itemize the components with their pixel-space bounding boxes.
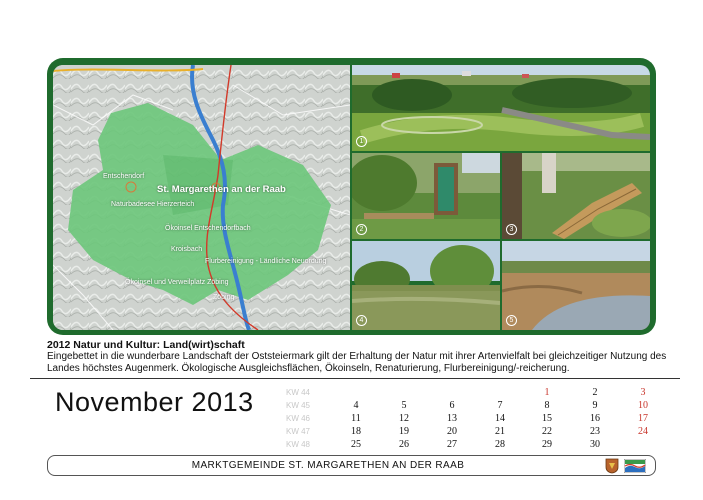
- photo-2: [352, 153, 500, 239]
- photo-1-image: [352, 65, 650, 151]
- calendar-week-number: KW 45: [286, 401, 311, 410]
- calendar-day: 9: [592, 400, 598, 411]
- calendar-week-number: KW 47: [286, 427, 311, 436]
- photo-3-number: 3: [506, 224, 517, 235]
- calendar-day: 11: [351, 413, 361, 424]
- photo-1: [352, 65, 650, 151]
- calendar-day: 10: [638, 400, 648, 411]
- map-graphic: [53, 65, 350, 330]
- map-label-town: St. Margarethen an der Raab: [157, 184, 286, 195]
- photo-4: [352, 241, 500, 330]
- calendar-day: 24: [638, 426, 648, 437]
- calendar-day: 12: [399, 413, 409, 424]
- calendar-week-number: KW 44: [286, 388, 311, 397]
- calendar-day: 1: [544, 387, 550, 398]
- calendar-day: 25: [351, 439, 361, 450]
- map-panel: [53, 65, 350, 330]
- calendar-day: 3: [640, 387, 646, 398]
- section-heading: 2012 Natur und Kultur: Land(wirt)schaft: [47, 339, 245, 351]
- map-label-entschendorf: Entschendorf: [103, 173, 145, 180]
- calendar-day: 17: [638, 413, 648, 424]
- map-label-flurbereinigung: Flurbereinigung - Ländliche Neuordung: [205, 258, 327, 265]
- map-label-oekoinsel-zoebing: Ökoinsel und Verweilplatz Zöbing: [125, 279, 229, 286]
- map-label-kroisbach: Kroisbach: [171, 246, 203, 253]
- calendar-month: November 2013: [55, 387, 254, 417]
- photo-3-image: [502, 153, 650, 239]
- footer-text: MARKTGEMEINDE ST. MARGARETHEN AN DER RAAB: [191, 460, 465, 471]
- photo-1-number: 1: [356, 136, 367, 147]
- calendar-day: 23: [590, 426, 600, 437]
- calendar-day: 5: [401, 400, 407, 411]
- calendar-week-number: KW 46: [286, 414, 311, 423]
- calendar-day: 28: [495, 439, 505, 450]
- photo-3: [502, 153, 650, 239]
- photo-4-number: 4: [356, 315, 367, 326]
- map-label-naturbad: Naturbadesee Hierzerteich: [111, 201, 195, 208]
- calendar-day: 30: [590, 439, 600, 450]
- photo-5: [502, 241, 650, 330]
- calendar-week-number: KW 48: [286, 440, 311, 449]
- calendar-day: 7: [497, 400, 503, 411]
- map-label-oekoinsel-entschendorfbach: Ökoinsel Entschendorfbach: [165, 225, 251, 232]
- calendar-day: 15: [542, 413, 552, 424]
- photo-5-number: 5: [506, 315, 517, 326]
- calendar-day: 29: [542, 439, 552, 450]
- coat-of-arms-icon: [605, 458, 619, 474]
- calendar-day: 21: [495, 426, 505, 437]
- calendar-day: 18: [351, 426, 361, 437]
- photo-4-image: [352, 241, 500, 330]
- calendar-day: 22: [542, 426, 552, 437]
- footer-bar: [47, 455, 656, 476]
- calendar-day: 16: [590, 413, 600, 424]
- calendar-day: 8: [544, 400, 550, 411]
- photo-2-image: [352, 153, 500, 239]
- calendar-day: 4: [353, 400, 359, 411]
- calendar-day: 6: [449, 400, 455, 411]
- map-label-zoebing: Zöbing: [213, 294, 235, 301]
- calendar-day: 19: [399, 426, 409, 437]
- calendar-day: 20: [447, 426, 457, 437]
- municipality-logo-icon: [624, 459, 646, 473]
- calendar-day: 13: [447, 413, 457, 424]
- divider-line: [30, 378, 680, 379]
- photo-5-image: [502, 241, 650, 330]
- section-description: Eingebettet in die wunderbare Landschaft der Oststeiermark gilt der Erhaltung der Natur mit ihrer Artenvielfalt bei gleichzeitiger Nutzung des Landes höchstes Augenmerk. Ökologische Ausgleichsflächen, Ökoinseln, Renaturierung, Flurbereinigung/-reicherung.: [47, 351, 667, 374]
- calendar-day: 27: [447, 439, 457, 450]
- calendar-day: 2: [592, 387, 598, 398]
- photo-2-number: 2: [356, 224, 367, 235]
- calendar-day: 26: [399, 439, 409, 450]
- calendar-day: 14: [495, 413, 505, 424]
